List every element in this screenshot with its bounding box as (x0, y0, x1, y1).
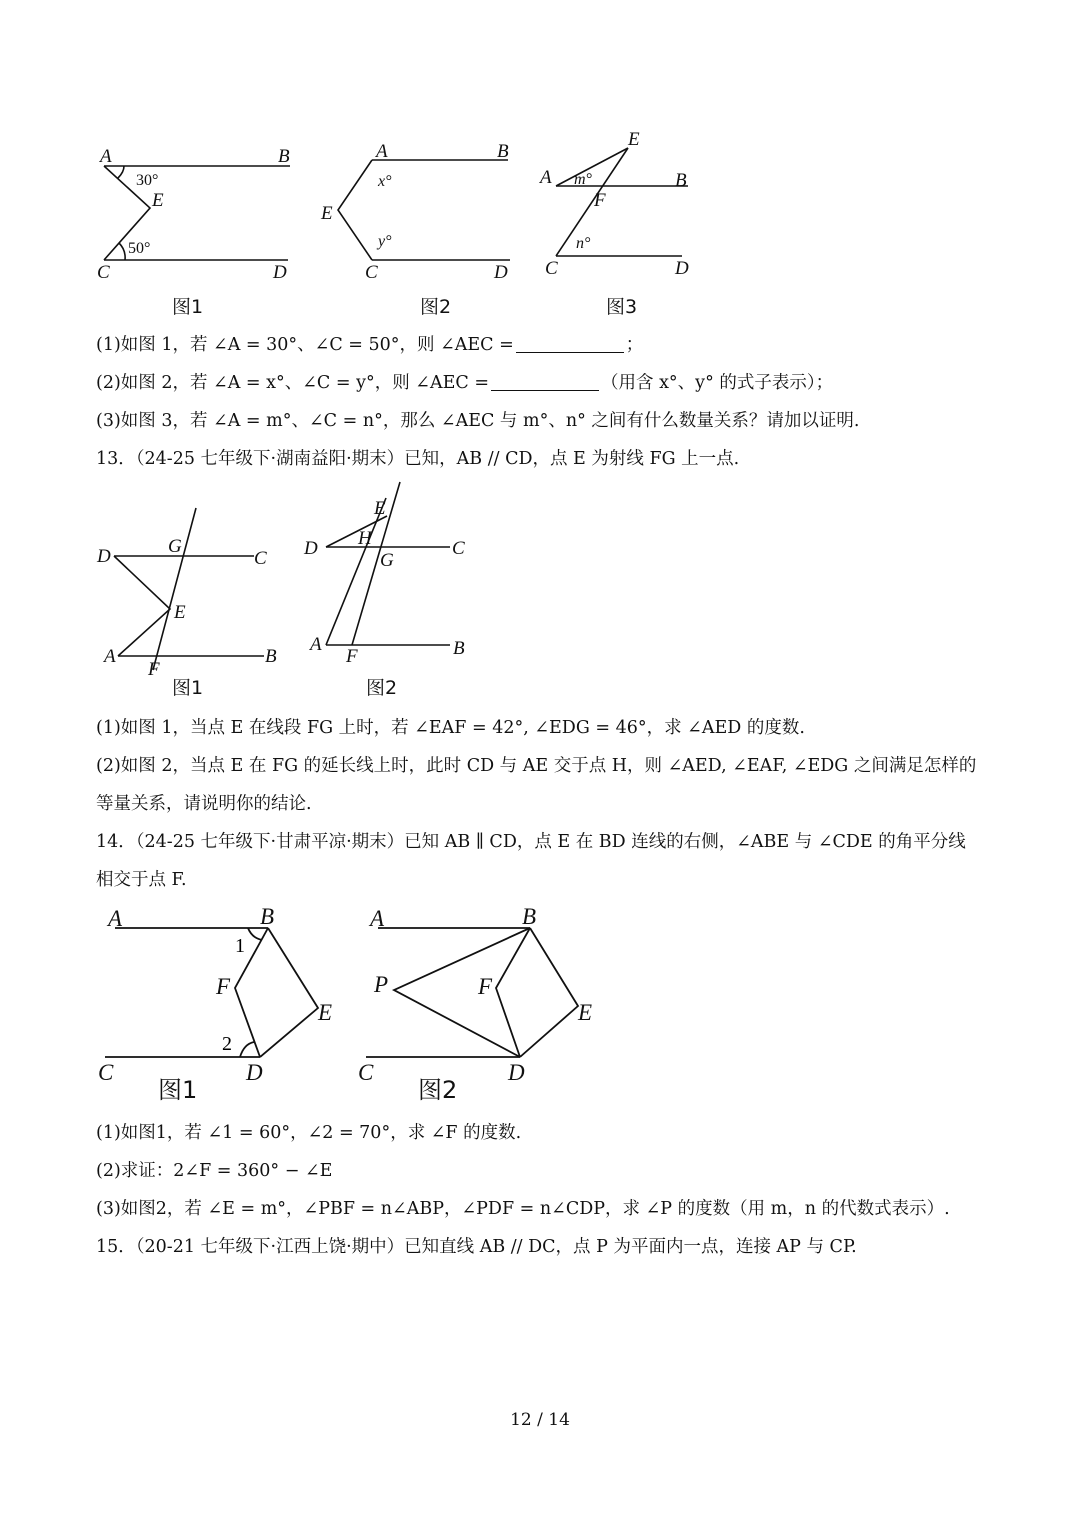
p12-q2-text: (2)如图 2，若 ∠A = x°、∠C = y°，则 ∠AEC = (96, 373, 489, 393)
p12-f1-label-D: D (273, 262, 287, 283)
p12-f3-label-C: C (545, 258, 558, 279)
p14-fig2-caption: 图2 (418, 1076, 458, 1104)
p12-q2 (96, 371, 833, 395)
p13-f1-label-B: B (265, 646, 277, 667)
p14-fig1-caption: 图1 (158, 1076, 198, 1104)
p14-f2-label-P: P (374, 972, 389, 997)
p12-q3: (3)如图 3，若 ∠A = m°、∠C = n°，那么 ∠AEC 与 m°、n° 之间有什么数量关系？请加以证明. (96, 411, 860, 431)
p13-fig1 (114, 508, 264, 670)
p13-f2-label-H: H (358, 528, 372, 549)
p14-f1-label-E: E (318, 1000, 333, 1025)
p12-f1-label-E: E (152, 190, 164, 211)
p13-f2-label-F: F (346, 646, 358, 667)
p14-f1-label-C: C (98, 1060, 114, 1085)
p12-fig2 (338, 160, 510, 260)
p12-f3-label-E: E (628, 129, 640, 150)
p13-stem: 13．（24-25 七年级下·湖南益阳·期末）已知，AB // CD，点 E 为射线 FG 上一点. (96, 449, 740, 469)
p13-f1-label-F: F (148, 659, 160, 680)
p12-q1-text: (1)如图 1，若 ∠A = 30°、∠C = 50°，则 ∠AEC = (96, 335, 514, 355)
p14-stem: 14．（24-25 七年级下·甘肃平凉·期末）已知 AB ∥ CD，点 E 在 BD 连线的右侧，∠ABE 与 ∠CDE 的角平分线 (96, 832, 966, 852)
p14-f2-label-E: E (578, 1000, 593, 1025)
p14-f1-label-F: F (216, 974, 231, 999)
p13-fig1-caption: 图1 (172, 677, 204, 699)
p12-f1-angle-a: 30° (136, 172, 159, 189)
p14-stem-cont: 相交于点 F. (96, 870, 187, 890)
p13-q2-cont: 等量关系，请说明你的结论. (96, 794, 312, 814)
p13-f2-label-G: G (380, 550, 394, 571)
p12-q2-end: （用含 x°、y° 的式子表示）； (601, 373, 834, 393)
p14-f1-label-D: D (246, 1060, 263, 1085)
p14-q2: (2)求证：2∠F = 360° − ∠E (96, 1161, 333, 1181)
p12-f3-label-F: F (594, 190, 606, 211)
p12-f1-label-C: C (97, 262, 110, 283)
p14-fig1 (105, 928, 318, 1057)
p12-q1-answer-blank[interactable] (516, 334, 624, 353)
p12-f2-angle-c: y° (378, 233, 392, 250)
p13-q2: (2)如图 2，当点 E 在 FG 的延长线上时，此时 CD 与 AE 交于点 H，则 ∠AED, ∠EAF, ∠EDG 之间满足怎样的 (96, 756, 977, 776)
p12-f3-label-D: D (675, 258, 689, 279)
p14-f2-label-D: D (508, 1060, 525, 1085)
p13-f1-label-A: A (104, 646, 116, 667)
p12-q1-end: ； (625, 335, 644, 355)
p12-f2-angle-a: x° (378, 173, 392, 190)
problem14-figures (0, 900, 1080, 1110)
p13-f2-label-C: C (452, 538, 465, 559)
p14-f2-label-F: F (478, 974, 493, 999)
p13-f1-label-G: G (168, 536, 182, 557)
p12-f3-angle-c: n° (576, 235, 591, 252)
p12-f1-label-B: B (278, 146, 290, 167)
p13-f1-label-E: E (174, 602, 186, 623)
p12-f2-label-A: A (376, 141, 388, 162)
p13-f2-label-B: B (453, 638, 465, 659)
p12-fig2-caption: 图2 (420, 296, 452, 318)
p13-f1-label-C: C (254, 548, 267, 569)
p13-fig2-caption: 图2 (366, 677, 398, 699)
p14-f2-label-C: C (358, 1060, 374, 1085)
p14-f2-label-B: B (522, 904, 537, 929)
p12-f1-label-A: A (100, 146, 112, 167)
p13-f2-label-A: A (310, 634, 322, 655)
p12-f3-label-B: B (675, 170, 687, 191)
p12-f3-label-A: A (540, 167, 552, 188)
p12-fig1-caption: 图1 (172, 296, 204, 318)
p12-f2-label-E: E (321, 203, 333, 224)
p12-f3-angle-a: m° (574, 171, 592, 188)
p12-f2-label-D: D (494, 262, 508, 283)
p14-q1: (1)如图1，若 ∠1 = 60°，∠2 = 70°，求 ∠F 的度数. (96, 1123, 522, 1143)
p12-f2-label-B: B (497, 141, 509, 162)
p14-f1-angle-1: 1 (235, 935, 245, 957)
p12-fig3-caption: 图3 (606, 296, 638, 318)
page-number: 12 / 14 (510, 1410, 570, 1430)
p12-q1 (96, 333, 643, 357)
problem13-figures (0, 480, 1080, 705)
p12-q2-answer-blank[interactable] (491, 372, 599, 391)
p14-f1-label-B: B (260, 904, 275, 929)
p14-fig2 (366, 928, 578, 1057)
p13-f2-label-E: E (374, 498, 386, 519)
p13-f1-label-D: D (97, 546, 111, 567)
p14-q3: (3)如图2，若 ∠E = m°，∠PBF = n∠ABP，∠PDF = n∠CDP，求 ∠P 的度数（用 m，n 的代数式表示）. (96, 1199, 950, 1219)
p15-stem: 15．（20-21 七年级下·江西上饶·期中）已知直线 AB // DC，点 P 为平面内一点，连接 AP 与 CP. (96, 1237, 857, 1257)
problem12-figures (0, 0, 1080, 330)
p13-f2-label-D: D (304, 538, 318, 559)
p14-f1-label-A: A (108, 906, 123, 931)
p12-f1-angle-c: 50° (128, 240, 151, 257)
p12-f2-label-C: C (365, 262, 378, 283)
p14-f1-angle-2: 2 (222, 1033, 232, 1055)
p14-f2-label-A: A (370, 906, 385, 931)
p13-q1: (1)如图 1，当点 E 在线段 FG 上时，若 ∠EAF = 42°, ∠EDG = 46°，求 ∠AED 的度数. (96, 718, 805, 738)
